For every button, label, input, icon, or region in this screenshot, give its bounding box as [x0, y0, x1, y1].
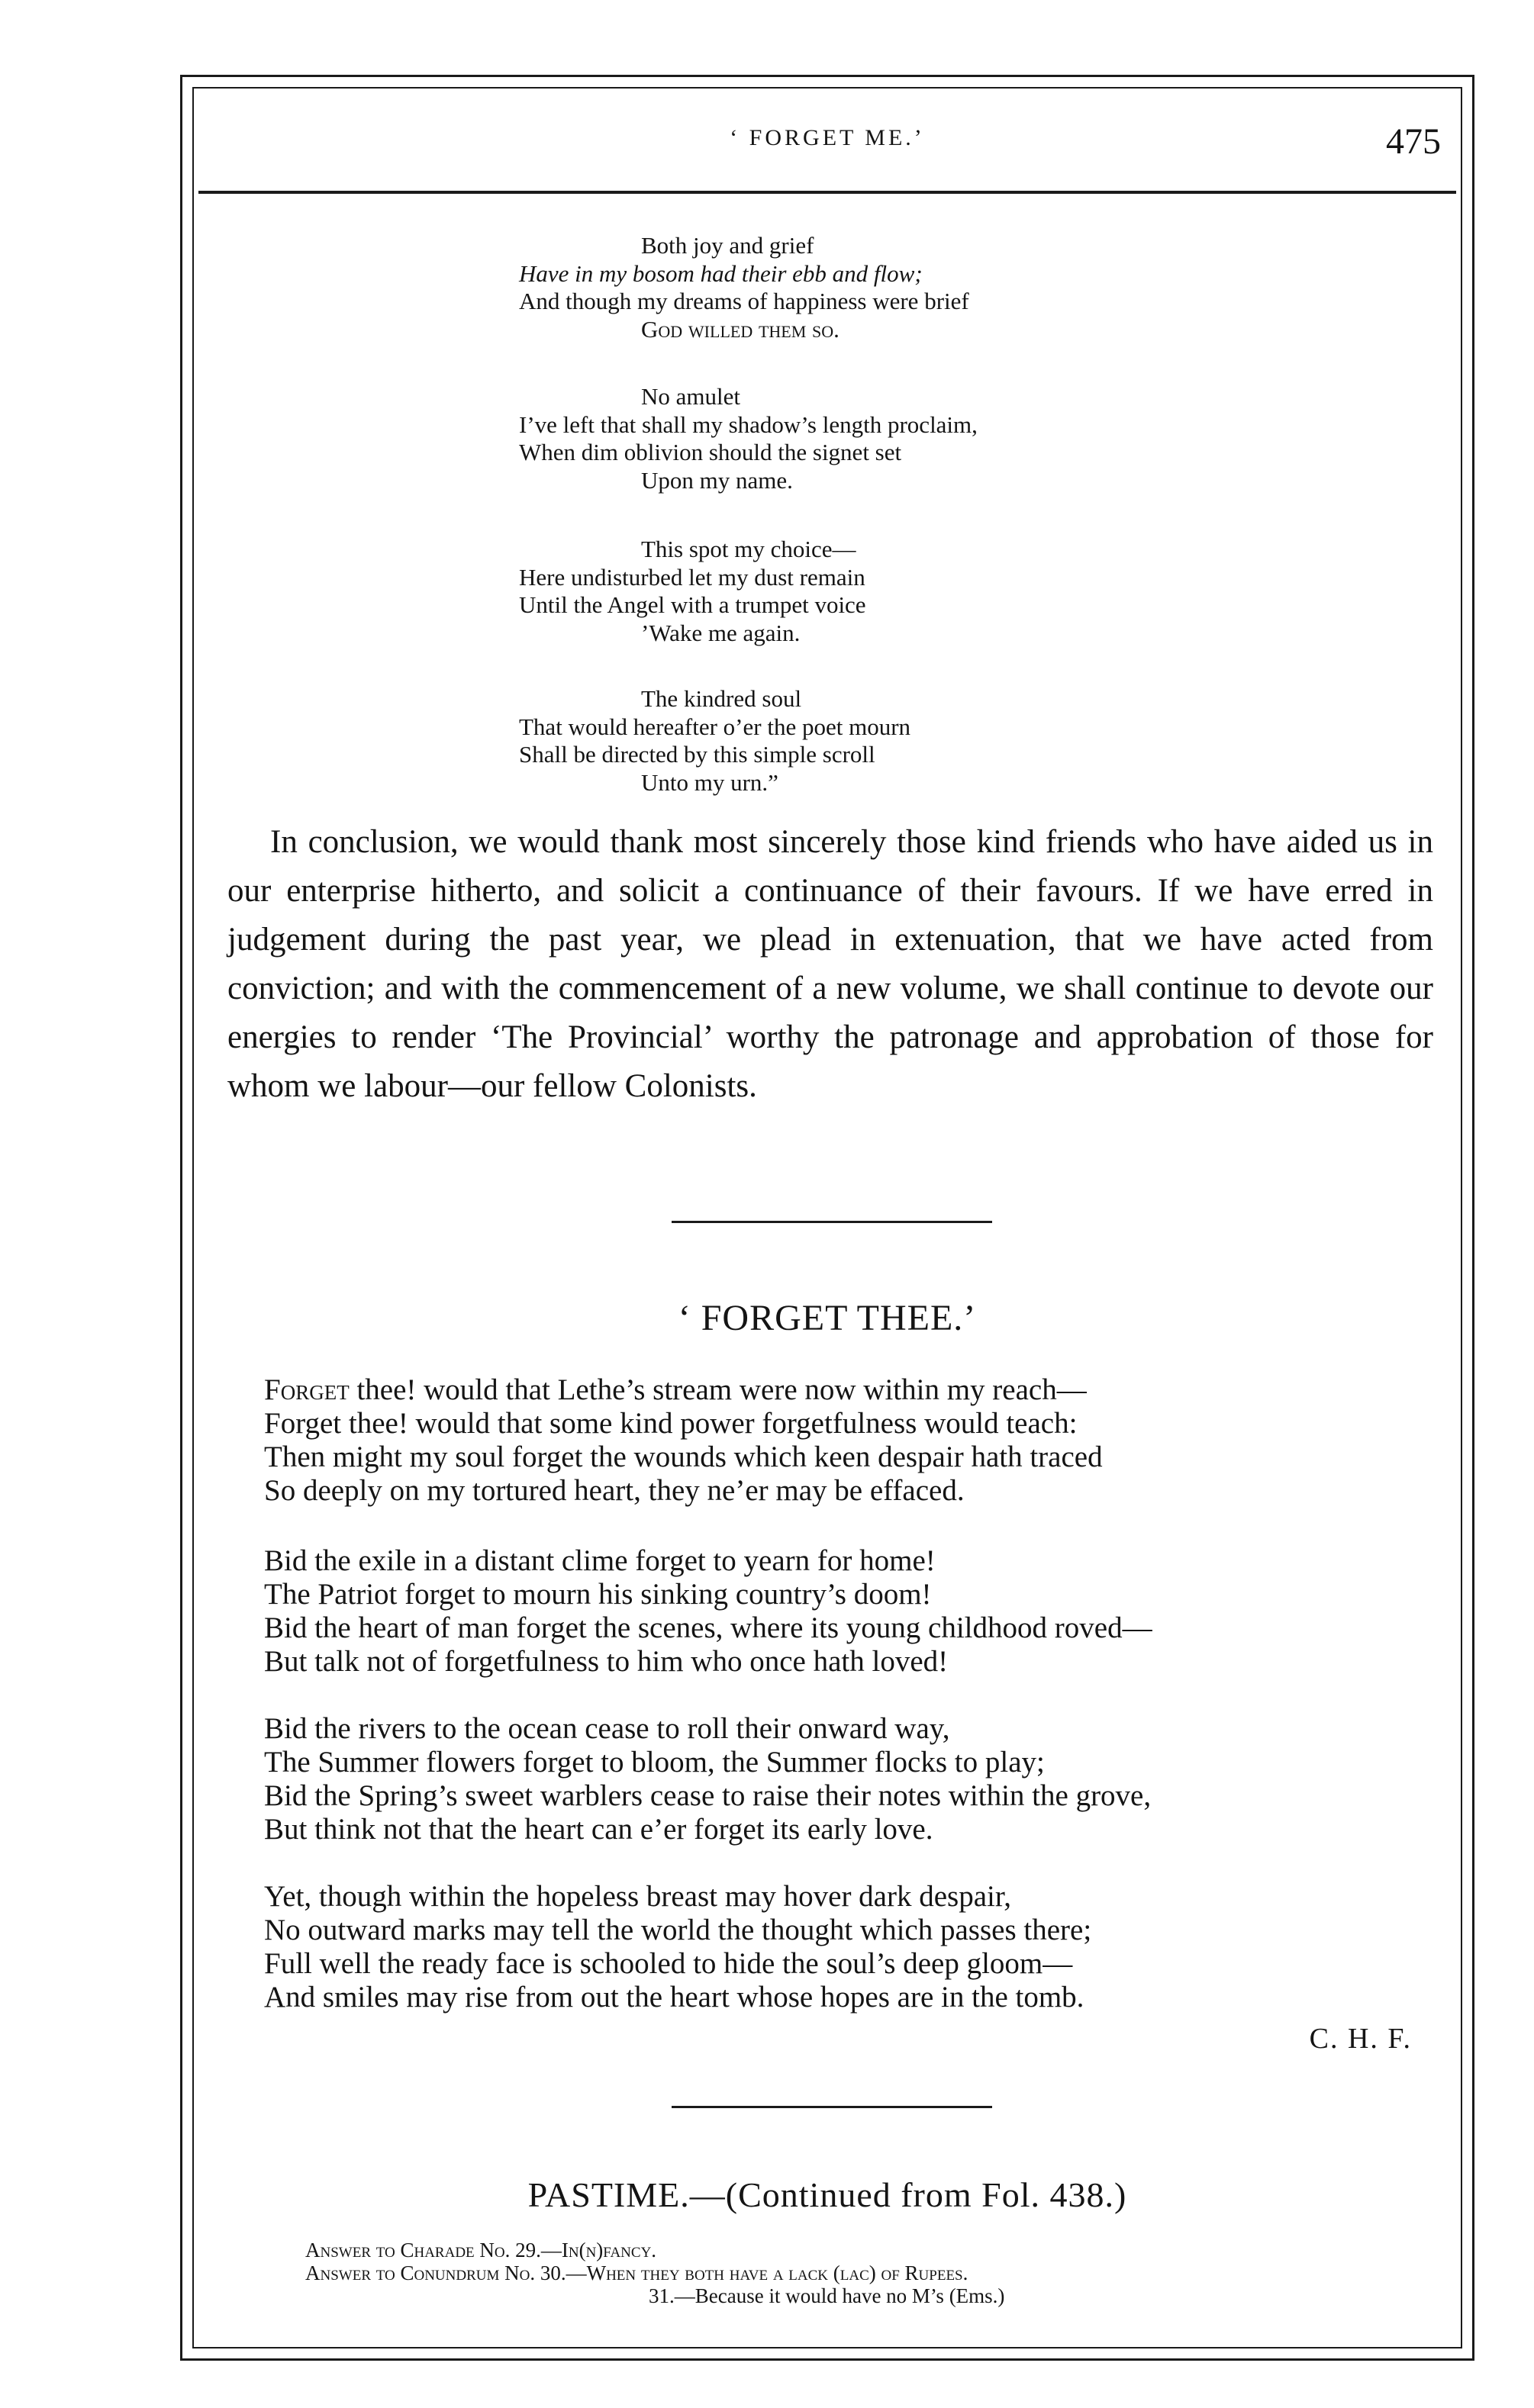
running-title: ‘ FORGET ME.’ [730, 125, 925, 150]
poem-one-stanza-3 [519, 536, 1252, 647]
poem-line: Bid the heart of man forget the scenes, where its young childhood roved— [264, 1611, 1152, 1644]
answer-line: Answer to Charade No. 29.—In(n)fancy. [305, 2239, 657, 2262]
answer-line: 31.—Because it would have no M’s (Ems.) [649, 2284, 1005, 2307]
poem-line: Then might my soul forget the wounds which keen despair hath traced [264, 1441, 1103, 1473]
poem-line: Bid the exile in a distant clime forget to yearn for home! [264, 1544, 936, 1577]
drop-word: Forget [264, 1373, 350, 1406]
poem-two-stanza-4 [264, 1880, 1439, 2014]
poem-line: Shall be directed by this simple scroll [519, 741, 875, 768]
poem-two-stanza-3 [264, 1712, 1439, 1846]
pastime-answers [305, 2239, 1374, 2307]
poem-line: No outward marks may tell the world the thought which passes there; [264, 1914, 1092, 1946]
poem-line: But think not that the heart can e’er forget its early love. [264, 1813, 933, 1846]
poem-one-stanza-4 [519, 685, 1252, 797]
section-divider [672, 1221, 992, 1223]
poem-line: Yet, though within the hopeless breast may hover dark despair, [264, 1880, 1012, 1913]
running-head [198, 121, 1456, 174]
poem-line: Have in my bosom had their ebb and flow; [519, 259, 923, 287]
poem-two-stanza-2 [264, 1544, 1439, 1679]
poem-line: Both joy and grief [641, 232, 814, 259]
poem-line: Until the Angel with a trumpet voice [519, 591, 866, 618]
poem-line [264, 1373, 1439, 1407]
poem-line: This spot my choice— [641, 536, 856, 562]
poem-line: And though my dreams of happiness were brief [519, 288, 969, 314]
poem-line: God willed them so. [641, 315, 840, 343]
poem-line: So deeply on my tortured heart, they ne’er may be effaced. [264, 1474, 965, 1507]
poem-one-stanza-1 [519, 232, 1252, 343]
poem-line: Bid the Spring’s sweet warblers cease to raise their notes within the grove, [264, 1779, 1152, 1812]
section-divider [672, 2106, 992, 2108]
author-signature: C. H. F. [1309, 2023, 1412, 2055]
poem-line: Full well the ready face is schooled to hide the soul’s deep gloom— [264, 1947, 1073, 1980]
poem-line: Forget thee! would that some kind power forgetfulness would teach: [264, 1407, 1078, 1440]
header-rule [198, 191, 1456, 194]
poem-line: Unto my urn.” [641, 768, 778, 796]
poem-two-stanza-1 [264, 1373, 1439, 1508]
poem-line: Bid the rivers to the ocean cease to roll their onward way, [264, 1712, 950, 1745]
poem-line: The Patriot forget to mourn his sinking country’s doom! [264, 1578, 932, 1611]
poem-line: The Summer flowers forget to bloom, the Summer flocks to play; [264, 1746, 1045, 1779]
poem-line: ’Wake me again. [641, 619, 801, 646]
poem-line: Upon my name. [641, 466, 793, 494]
poem-line: But talk not of forgetfulness to him who once hath loved! [264, 1645, 949, 1678]
poem-line: No amulet [641, 383, 740, 410]
answer-line: Answer to Conundrum No. 30.—When they both have a lack (lac) of Rupees. [305, 2262, 968, 2284]
poem-line: When dim oblivion should the signet set [519, 439, 902, 465]
poem-one-stanza-2 [519, 383, 1252, 494]
poem-line: I’ve left that shall my shadow’s length proclaim, [519, 410, 978, 438]
poem-line: The kindred soul [641, 685, 802, 712]
pastime-title: PASTIME.—(Continued from Fol. 438.) [527, 2175, 1127, 2214]
poem-two-title: ‘ FORGET THEE.’ [678, 1298, 977, 1338]
conclusion-text: In conclusion, we would thank most sincerely those kind friends who have aided us in our enterprise hitherto, and solicit a continuance of their favours. If we have erred in judgement during the past year, we plead in extenuation, that we have acted from conviction; and with the commencement of a new volume, we shall continue to devote our energies to render ‘The Provincial’ worthy the patronage and approbation of those for whom we labour—our fellow Colonists. [227, 824, 1433, 1104]
conclusion-paragraph [227, 818, 1433, 1111]
poem-line: Here undisturbed let my dust remain [519, 563, 865, 591]
poem-line: And smiles may rise from out the heart whose hopes are in the tomb. [264, 1981, 1084, 2014]
poem-line-rest: thee! would that Lethe’s stream were now within my reach— [349, 1373, 1087, 1406]
poem-line: That would hereafter o’er the poet mourn [519, 713, 911, 740]
page-number: 475 [1386, 121, 1441, 162]
